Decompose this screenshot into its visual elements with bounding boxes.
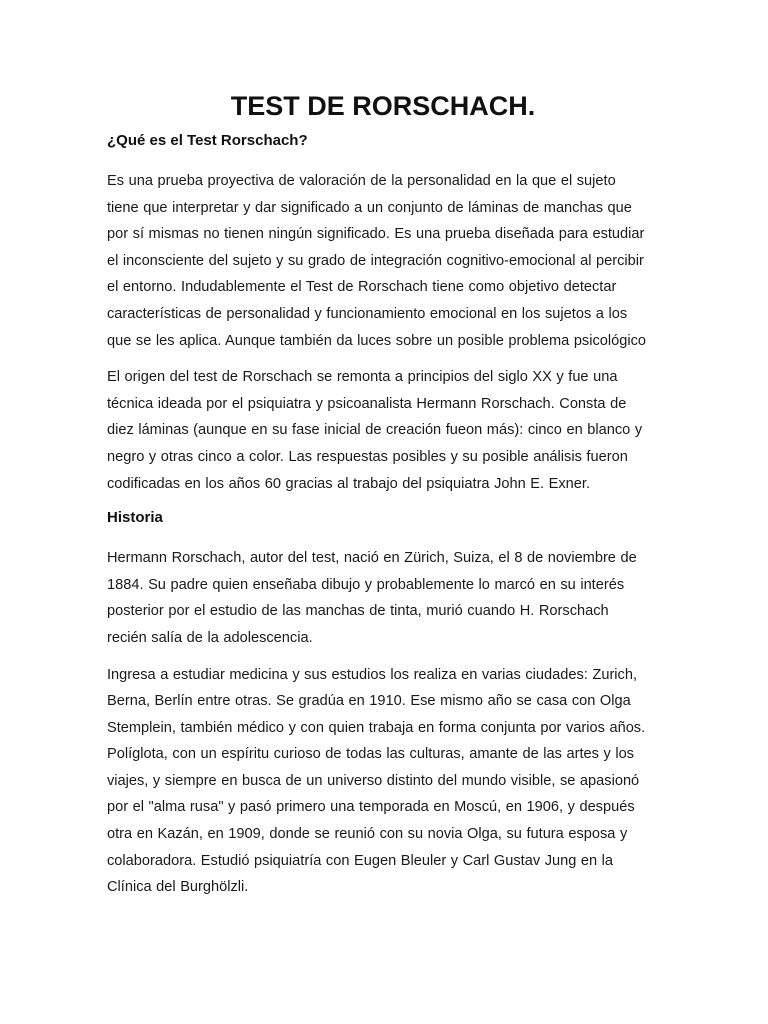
text-line: negro y otras cinco a color. Las respuestas posibles y su posible análisis fueron bbox=[107, 448, 628, 465]
text-line: características de personalidad y funcionamiento emocional en los sujetos a los bbox=[107, 305, 628, 322]
paragraph-definition bbox=[107, 168, 659, 354]
text-line: tiene que interpretar y dar significado a un conjunto de láminas de manchas que bbox=[107, 199, 632, 216]
text-line: Stemplein, también médico y con quien trabaja en forma conjunta por varios años. bbox=[107, 719, 646, 736]
text-line: Políglota, con un espíritu curioso de todas las culturas, amante de las artes y los bbox=[107, 746, 634, 763]
text-line: Hermann Rorschach, autor del test, nació en Zürich, Suiza, el 8 de noviembre de bbox=[107, 550, 637, 567]
text-line: otra en Kazán, en 1909, donde se reunió con su novia Olga, su futura esposa y bbox=[107, 826, 628, 843]
text-line: el inconsciente del sujeto y su grado de integración cognitivo-emocional al percibir bbox=[107, 252, 644, 269]
text-line: Es una prueba proyectiva de valoración de la personalidad en la que el sujeto bbox=[107, 173, 616, 189]
paragraph-studies bbox=[107, 662, 659, 901]
paragraph-birth bbox=[107, 545, 659, 651]
document-page bbox=[107, 84, 659, 901]
document-title: TEST DE RORSCHACH. bbox=[230, 91, 536, 121]
paragraph-origin bbox=[107, 364, 659, 497]
text-line: que se les aplica. Aunque también da luces sobre un posible problema psicológico bbox=[107, 332, 647, 349]
section-heading-what-is: ¿Qué es el Test Rorschach? bbox=[107, 132, 308, 149]
text-line: 1884. Su padre quien enseñaba dibujo y probablemente lo marcó en su interés bbox=[107, 576, 625, 593]
section-heading-history: Historia bbox=[107, 509, 163, 527]
text-line: Ingresa a estudiar medicina y sus estudios los realiza en varias ciudades: Zurich, bbox=[107, 666, 638, 683]
text-line: técnica ideada por el psiquiatra y psicoanalista Hermann Rorschach. Consta de bbox=[107, 395, 627, 412]
text-line: por el "alma rusa" y pasó primero una temporada en Moscú, en 1906, y después bbox=[107, 799, 635, 816]
text-line: diez láminas (aunque en su fase inicial de creación fueon más): cinco en blanco y bbox=[107, 422, 643, 439]
text-line: posterior por el estudio de las manchas de tinta, murió cuando H. Rorschach bbox=[107, 603, 609, 620]
text-line: el entorno. Indudablemente el Test de Rorschach tiene como objetivo detectar bbox=[107, 279, 617, 296]
text-line: recién salía de la adolescencia. bbox=[107, 629, 313, 646]
text-line: por sí mismas no tienen ningún significado. Es una prueba diseñada para estudiar bbox=[107, 226, 645, 243]
text-line: codificadas en los años 60 gracias al trabajo del psiquiatra John E. Exner. bbox=[107, 475, 591, 492]
text-line: Clínica del Burghölzli. bbox=[107, 879, 249, 896]
text-line: colaboradora. Estudió psiquiatría con Eugen Bleuler y Carl Gustav Jung en la bbox=[107, 852, 614, 869]
text-line: viajes, y siempre en busca de un universo distinto del mundo visible, se apasionó bbox=[107, 772, 640, 789]
text-line: El origen del test de Rorschach se remonta a principios del siglo XX y fue una bbox=[107, 369, 618, 386]
text-line: Berna, Berlín entre otras. Se gradúa en 1910. Ese mismo año se casa con Olga bbox=[107, 693, 631, 710]
